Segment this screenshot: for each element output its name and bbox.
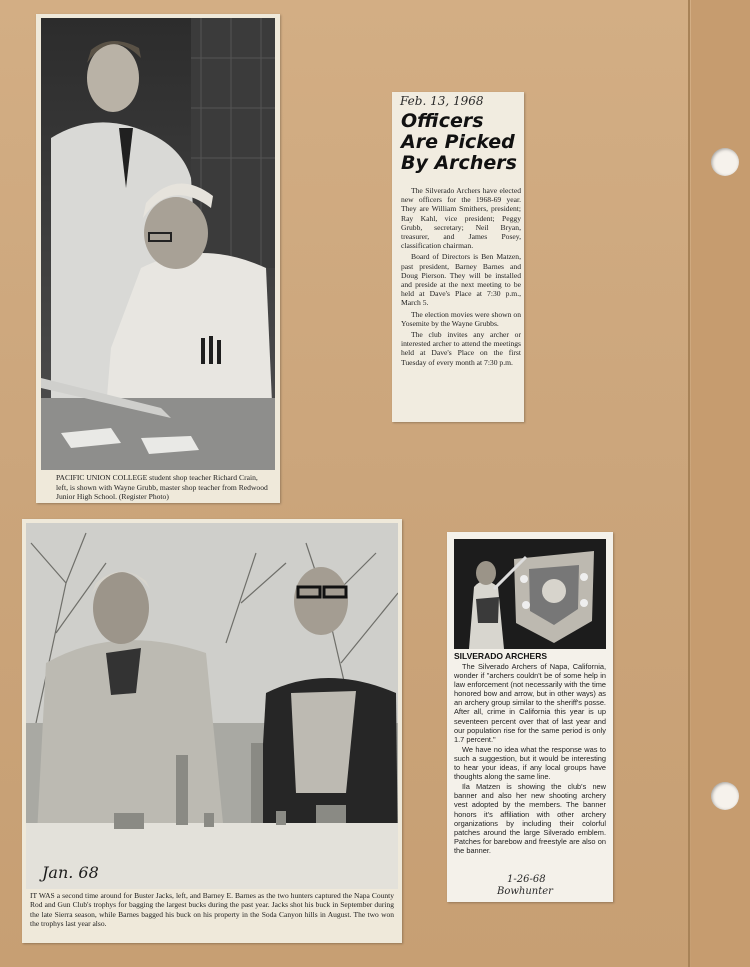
silverado-article-body	[454, 662, 606, 856]
silverado-source-note: Bowhunter	[497, 886, 553, 897]
clipping-silverado-archers	[447, 532, 613, 902]
binder-hole-top	[711, 148, 739, 176]
clipping-officers-picked	[392, 92, 524, 422]
officers-paragraph: The club invites any archer or interested archer to attend the meetings held at Dave's Place on the first Tuesday of every month at 7:30 p.m.	[401, 330, 521, 367]
clipping-hunters-trophies	[22, 519, 402, 943]
photo-shop-teachers	[41, 18, 275, 470]
officers-paragraph: The Silverado Archers have elected new officers for the 1968-69 year. They are William Smithers, president; Ray Kahl, vice president; Peggy Grubb, secretary; Neil Bryan, treasurer, and James Posey, classification chairman.	[401, 186, 521, 251]
shop-teachers-caption: PACIFIC UNION COLLEGE student shop teacher Richard Crain, left, is shown with Wayne Grubb, master shop teacher from Redwood Junior High School. (Register Photo)	[56, 473, 268, 502]
silverado-heading: SILVERADO ARCHERS	[454, 651, 548, 661]
photo-image	[26, 523, 398, 889]
photo-image	[41, 18, 275, 470]
silverado-paragraph: We have no idea what the response was to such a suggestion, but it would be interesting to hear your ideas, if any local groups have thoughts along the same line.	[454, 744, 606, 782]
photo-archer-banner	[454, 539, 606, 649]
clipping-shop-teachers	[36, 14, 280, 503]
silverado-paragraph: Ila Matzen is showing the club's new banner and also her new shooting archery vest adopted by the members. The banner honors it's affiliation with other archery organizations by including their colorful patches around the large Silverado emblem. Patches for barebow and freestyle are also on the banner.	[454, 782, 606, 855]
photo-hunters-trophies	[26, 523, 398, 889]
silverado-paragraph: The Silverado Archers of Napa, California, wonder if "archers couldn't be of some help in law enforcement (not necessarily with the time honored bow and arrow, but in other ways) as an archery group similar to the sheriff's posse. After all, crime in California this year is up seventeen percent over that of last year and our population rise for the same period is only 1.7 percent."	[454, 662, 606, 744]
hunters-date-note: Jan. 68	[42, 863, 99, 882]
silverado-date-note: 1-26-68	[507, 874, 546, 885]
officers-paragraph: The election movies were shown on Yosemite by the Wayne Grubbs.	[401, 309, 521, 328]
page-margin-strip	[691, 0, 750, 967]
officers-headline: Officers Are Picked By Archers	[401, 110, 517, 174]
hunters-caption: IT WAS a second time around for Buster Jacks, left, and Barney E. Barnes as the two hunters captured the Napa County Rod and Gun Club's trophys for bagging the largest bucks during the past year. Jacks shot his buck in September during the late Sierra season, while Barnes bagged his buck on his property in the Soda Canyon hills in August. The two won the trophys last year also.	[30, 891, 394, 929]
binder-hole-bottom	[711, 782, 739, 810]
officers-article-body	[401, 186, 521, 369]
officers-date-note: Feb. 13, 1968	[400, 94, 484, 108]
page-fold-line	[688, 0, 690, 967]
officers-paragraph: Board of Directors is Ben Matzen, past president, Barney Barnes and Doug Pierson. They will be installed and preside at the next meeting to be held at Dave's Place at 7:30 p.m., March 5.	[401, 252, 521, 308]
photo-image	[454, 539, 606, 649]
